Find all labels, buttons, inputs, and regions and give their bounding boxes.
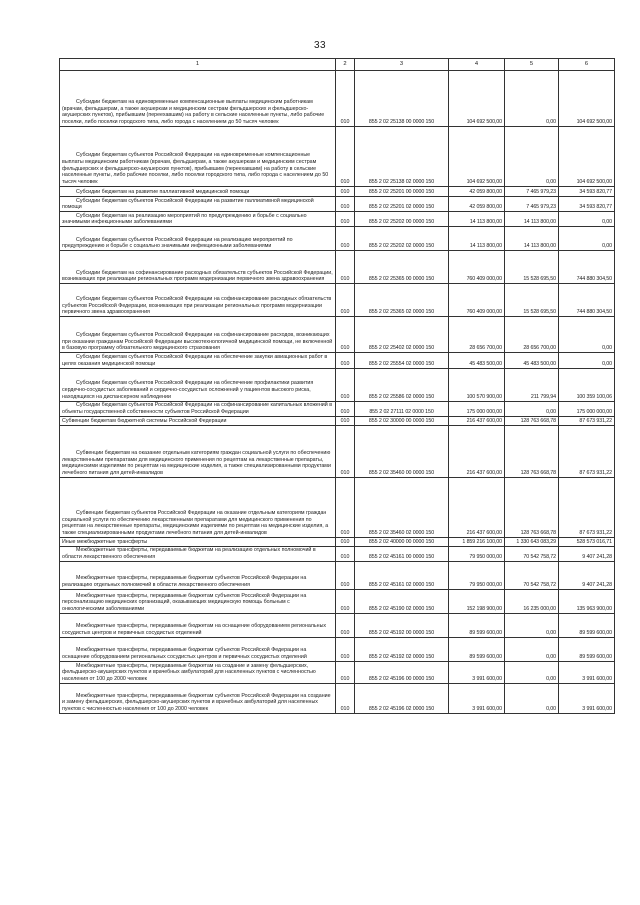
table-row <box>60 425 615 477</box>
page-number: 33 <box>313 40 327 51</box>
table-row <box>60 187 615 197</box>
executed-amount-cell: 0,00 <box>505 638 559 662</box>
approved-amount-cell: 89 599 600,00 <box>449 638 505 662</box>
budget-classification-code-cell: 855 2 02 25554 02 0000 150 <box>355 353 449 368</box>
budget-classification-code-cell: 855 2 02 45161 00 0000 150 <box>355 546 449 561</box>
row-code-cell: 010 <box>336 353 355 368</box>
unexecuted-amount-cell: 104 692 500,00 <box>559 127 615 187</box>
executed-amount-cell: 70 542 758,72 <box>505 562 559 590</box>
table-row <box>60 251 615 284</box>
table-row <box>60 590 615 614</box>
budget-classification-code-cell: 855 2 02 25202 00 0000 150 <box>355 212 449 227</box>
row-code-cell: 010 <box>336 251 355 284</box>
row-name-cell: Субсидии бюджетам субъектов Российской Федерации на софинансирование расходов, возникающих при оказании гражданам Российской Федерации высокотехнологичной медицинской помощи, не включенной в базовую программу обязательного медицинского страхования <box>60 317 336 353</box>
row-name-cell: Субвенции бюджетам субъектов Российской Федерации на оказание отдельным категориям граждан социальной услуги по обеспечению лекарственными препаратами для медицинского применения по рецептам на лекарственные препараты, медицинскими изделиями по рецептам на медицинские изделия, а также специализированными продуктами лечебного питания для детей-инвалидов <box>60 477 336 537</box>
budget-classification-code-cell: 855 2 02 45192 02 0000 150 <box>355 638 449 662</box>
executed-amount-cell: 15 528 695,50 <box>505 251 559 284</box>
budget-classification-code-cell: 855 2 02 45192 00 0000 150 <box>355 614 449 638</box>
unexecuted-amount-cell: 175 000 000,00 <box>559 401 615 416</box>
budget-classification-code-cell: 855 2 02 45190 02 0000 150 <box>355 590 449 614</box>
approved-amount-cell: 42 059 800,00 <box>449 197 505 212</box>
approved-amount-cell: 175 000 000,00 <box>449 401 505 416</box>
budget-classification-code-cell: 855 2 02 45196 00 0000 150 <box>355 662 449 684</box>
table-row <box>60 401 615 416</box>
executed-amount-cell: 0,00 <box>505 683 559 713</box>
unexecuted-amount-cell: 9 407 241,28 <box>559 546 615 561</box>
row-code-cell: 010 <box>336 562 355 590</box>
budget-classification-code-cell: 855 2 02 25202 02 0000 150 <box>355 227 449 251</box>
approved-amount-cell: 28 656 700,00 <box>449 317 505 353</box>
executed-amount-cell: 14 113 800,00 <box>505 227 559 251</box>
table-row <box>60 614 615 638</box>
unexecuted-amount-cell: 3 991 600,00 <box>559 683 615 713</box>
row-code-cell: 010 <box>336 127 355 187</box>
executed-amount-cell: 7 465 979,23 <box>505 197 559 212</box>
approved-amount-cell: 89 599 600,00 <box>449 614 505 638</box>
row-name-cell: Субсидии бюджетам субъектов Российской Федерации на реализацию мероприятий по предупреждению и борьбе с социально значимыми инфекционными заболеваниями <box>60 227 336 251</box>
row-code-cell: 010 <box>336 683 355 713</box>
row-code-cell: 010 <box>336 416 355 425</box>
executed-amount-cell: 0,00 <box>505 662 559 684</box>
row-code-cell: 010 <box>336 537 355 546</box>
row-code-cell: 010 <box>336 284 355 317</box>
row-name-cell: Субсидии бюджетам на софинансирование расходных обязательств субъектов Российской Федерации, возникающих при реализации региональных программ модернизации первичного звена здравоохранения <box>60 251 336 284</box>
unexecuted-amount-cell: 87 673 931,22 <box>559 477 615 537</box>
row-name-cell: Субсидии бюджетам субъектов Российской Федерации на развитие паллиативной медицинской помощи <box>60 197 336 212</box>
table-row <box>60 284 615 317</box>
unexecuted-amount-cell: 34 593 820,77 <box>559 187 615 197</box>
table-row <box>60 353 615 368</box>
row-code-cell: 010 <box>336 638 355 662</box>
table-row <box>60 416 615 425</box>
row-code-cell: 010 <box>336 662 355 684</box>
unexecuted-amount-cell: 0,00 <box>559 353 615 368</box>
budget-classification-code-cell: 855 2 02 27111 02 0000 150 <box>355 401 449 416</box>
column-number-header-row <box>60 59 615 71</box>
table-row <box>60 71 615 127</box>
executed-amount-cell: 128 763 668,78 <box>505 416 559 425</box>
table-row <box>60 197 615 212</box>
row-name-cell: Межбюджетные трансферты, передаваемые бюджетам на оснащение оборудованием региональных сосудистых центров и первичных сосудистых отделений <box>60 614 336 638</box>
row-name-cell: Субсидии бюджетам субъектов Российской Федерации на обеспечение профилактики развития сердечно-сосудистых заболеваний и сердечно-сосудистых осложнений у пациентов высокого риска, находящихся на диспансерном наблюдении <box>60 368 336 401</box>
executed-amount-cell: 211 799,94 <box>505 368 559 401</box>
unexecuted-amount-cell: 87 673 931,22 <box>559 416 615 425</box>
executed-amount-cell: 70 542 758,72 <box>505 546 559 561</box>
budget-classification-code-cell: 855 2 02 30000 00 0000 150 <box>355 416 449 425</box>
executed-amount-cell: 16 235 000,00 <box>505 590 559 614</box>
executed-amount-cell: 14 113 800,00 <box>505 212 559 227</box>
unexecuted-amount-cell: 0,00 <box>559 227 615 251</box>
approved-amount-cell: 100 570 900,00 <box>449 368 505 401</box>
row-name-cell: Субсидии бюджетам субъектов Российской Федерации на обеспечение закупки авиационных работ в целях оказания медицинской помощи <box>60 353 336 368</box>
approved-amount-cell: 760 409 000,00 <box>449 251 505 284</box>
table-row <box>60 368 615 401</box>
unexecuted-amount-cell: 0,00 <box>559 212 615 227</box>
row-name-cell: Субсидии бюджетам на единовременные компенсационные выплаты медицинским работникам (врачам, фельдшерам, а также акушеркам и медицинским сестрам фельдшерских и фельдшерско-акушерских пунктов), прибывшим (переехавшим) на работу в сельские населенные пункты, либо рабочие поселки, либо поселки городского типа, либо города с населением до 50 тысяч человек <box>60 71 336 127</box>
approved-amount-cell: 79 950 000,00 <box>449 562 505 590</box>
approved-amount-cell: 216 437 600,00 <box>449 425 505 477</box>
executed-amount-cell: 7 465 979,23 <box>505 187 559 197</box>
budget-classification-code-cell: 855 2 02 25402 02 0000 150 <box>355 317 449 353</box>
budget-classification-code-cell: 855 2 02 25201 02 0000 150 <box>355 197 449 212</box>
row-name-cell: Межбюджетные трансферты, передаваемые бюджетам на создание и замену фельдшерских, фельдшерско-акушерских пунктов и врачебных амбулаторий для населенных пунктов с численностью населения от 100 до 2000 человек <box>60 662 336 684</box>
row-code-cell: 010 <box>336 401 355 416</box>
table-row <box>60 317 615 353</box>
executed-amount-cell: 0,00 <box>505 401 559 416</box>
column-header: 5 <box>505 59 559 71</box>
approved-amount-cell: 104 692 500,00 <box>449 71 505 127</box>
budget-classification-code-cell: 855 2 02 25365 02 0000 150 <box>355 284 449 317</box>
column-header: 6 <box>559 59 615 71</box>
unexecuted-amount-cell: 135 963 900,00 <box>559 590 615 614</box>
unexecuted-amount-cell: 100 359 100,06 <box>559 368 615 401</box>
row-name-cell: Субсидии бюджетам на развитие паллиативной медицинской помощи <box>60 187 336 197</box>
approved-amount-cell: 1 859 216 100,00 <box>449 537 505 546</box>
table-row <box>60 477 615 537</box>
row-name-cell: Межбюджетные трансферты, передаваемые бюджетам субъектов Российской Федерации на оснащение оборудованием региональных сосудистых центров и первичных сосудистых отделений <box>60 638 336 662</box>
row-name-cell: Субсидии бюджетам субъектов Российской Федерации на софинансирование капитальных вложений в объекты государственной собственности субъектов Российской Федерации <box>60 401 336 416</box>
executed-amount-cell: 0,00 <box>505 71 559 127</box>
approved-amount-cell: 760 409 000,00 <box>449 284 505 317</box>
approved-amount-cell: 216 437 600,00 <box>449 477 505 537</box>
row-name-cell: Субсидии бюджетам субъектов Российской Федерации на единовременные компенсационные выплаты медицинским работникам (врачам, фельдшерам, а также акушеркам и медицинским сестрам фельдшерских и фельдшерско-акушерских пунктов), прибывшим (переехавшим) на работу в сельские населенные пункты, либо рабочие поселки, либо поселки городского типа, либо города с населением до 50 тысяч человек <box>60 127 336 187</box>
row-code-cell: 010 <box>336 212 355 227</box>
approved-amount-cell: 3 991 600,00 <box>449 662 505 684</box>
row-name-cell: Субсидии бюджетам на реализацию мероприятий по предупреждению и борьбе с социально значимыми инфекционными заболеваниями <box>60 212 336 227</box>
unexecuted-amount-cell: 528 573 016,71 <box>559 537 615 546</box>
approved-amount-cell: 42 059 800,00 <box>449 187 505 197</box>
budget-classification-code-cell: 855 2 02 35460 00 0000 150 <box>355 425 449 477</box>
row-code-cell: 010 <box>336 197 355 212</box>
row-code-cell: 010 <box>336 425 355 477</box>
budget-classification-code-cell: 855 2 02 45161 02 0000 150 <box>355 562 449 590</box>
approved-amount-cell: 216 437 600,00 <box>449 416 505 425</box>
column-header: 2 <box>336 59 355 71</box>
row-code-cell: 010 <box>336 477 355 537</box>
column-header: 4 <box>449 59 505 71</box>
executed-amount-cell: 28 656 700,00 <box>505 317 559 353</box>
approved-amount-cell: 14 113 800,00 <box>449 227 505 251</box>
row-code-cell: 010 <box>336 187 355 197</box>
row-name-cell: Субвенции бюджетам бюджетной системы Российской Федерации <box>60 416 336 425</box>
approved-amount-cell: 14 113 800,00 <box>449 212 505 227</box>
table-row <box>60 227 615 251</box>
unexecuted-amount-cell: 89 599 600,00 <box>559 614 615 638</box>
budget-execution-table <box>59 58 615 714</box>
budget-classification-code-cell: 855 2 02 25586 02 0000 150 <box>355 368 449 401</box>
approved-amount-cell: 3 991 600,00 <box>449 683 505 713</box>
row-code-cell: 010 <box>336 590 355 614</box>
row-code-cell: 010 <box>336 614 355 638</box>
budget-classification-code-cell: 855 2 02 25138 00 0000 150 <box>355 71 449 127</box>
approved-amount-cell: 104 692 500,00 <box>449 127 505 187</box>
budget-classification-code-cell: 855 2 02 25365 00 0000 150 <box>355 251 449 284</box>
unexecuted-amount-cell: 744 880 304,50 <box>559 251 615 284</box>
row-name-cell: Иные межбюджетные трансферты <box>60 537 336 546</box>
executed-amount-cell: 15 528 695,50 <box>505 284 559 317</box>
approved-amount-cell: 152 198 900,00 <box>449 590 505 614</box>
executed-amount-cell: 1 330 643 083,29 <box>505 537 559 546</box>
row-name-cell: Межбюджетные трансферты, передаваемые бюджетам субъектов Российской Федерации на реализацию отдельных полномочий в области лекарственного обеспечения <box>60 562 336 590</box>
row-name-cell: Межбюджетные трансферты, передаваемые бюджетам на реализацию отдельных полномочий в области лекарственного обеспечения <box>60 546 336 561</box>
column-header: 1 <box>60 59 336 71</box>
table-row <box>60 546 615 561</box>
table-row <box>60 683 615 713</box>
executed-amount-cell: 128 763 668,78 <box>505 425 559 477</box>
unexecuted-amount-cell: 89 599 600,00 <box>559 638 615 662</box>
row-code-cell: 010 <box>336 546 355 561</box>
table-row <box>60 537 615 546</box>
unexecuted-amount-cell: 744 880 304,50 <box>559 284 615 317</box>
budget-classification-code-cell: 855 2 02 25201 00 0000 150 <box>355 187 449 197</box>
table-row <box>60 638 615 662</box>
unexecuted-amount-cell: 104 692 500,00 <box>559 71 615 127</box>
unexecuted-amount-cell: 34 593 820,77 <box>559 197 615 212</box>
approved-amount-cell: 45 483 500,00 <box>449 353 505 368</box>
row-code-cell: 010 <box>336 317 355 353</box>
approved-amount-cell: 79 950 000,00 <box>449 546 505 561</box>
budget-classification-code-cell: 855 2 02 40000 00 0000 150 <box>355 537 449 546</box>
budget-classification-code-cell: 855 2 02 35460 02 0000 150 <box>355 477 449 537</box>
budget-classification-code-cell: 855 2 02 25138 02 0000 150 <box>355 127 449 187</box>
row-name-cell: Межбюджетные трансферты, передаваемые бюджетам субъектов Российской Федерации на персонализацию медицинских организаций, оказывающих медицинскую помощь больным с онкологическими заболеваниями <box>60 590 336 614</box>
budget-classification-code-cell: 855 2 02 45196 02 0000 150 <box>355 683 449 713</box>
table-row <box>60 562 615 590</box>
row-name-cell: Субвенции бюджетам на оказание отдельным категориям граждан социальной услуги по обеспечению лекарственными препаратами для медицинского применения по рецептам на лекарственные препараты, медицинскими изделиями по рецептам на медицинские изделия, а также специализированными продуктами лечебного питания для детей-инвалидов <box>60 425 336 477</box>
executed-amount-cell: 0,00 <box>505 614 559 638</box>
row-code-cell: 010 <box>336 71 355 127</box>
row-code-cell: 010 <box>336 368 355 401</box>
row-name-cell: Субсидии бюджетам субъектов Российской Федерации на софинансирование расходных обязательств субъектов Российской Федерации, возникающих при реализации региональных программ модернизации первичного звена здравоохранения <box>60 284 336 317</box>
unexecuted-amount-cell: 87 673 931,22 <box>559 425 615 477</box>
table-row <box>60 212 615 227</box>
table-row <box>60 127 615 187</box>
table-row <box>60 662 615 684</box>
executed-amount-cell: 128 763 668,78 <box>505 477 559 537</box>
executed-amount-cell: 45 483 500,00 <box>505 353 559 368</box>
unexecuted-amount-cell: 3 991 600,00 <box>559 662 615 684</box>
unexecuted-amount-cell: 0,00 <box>559 317 615 353</box>
column-header: 3 <box>355 59 449 71</box>
row-name-cell: Межбюджетные трансферты, передаваемые бюджетам субъектов Российской Федерации на создание и замену фельдшерских, фельдшерско-акушерских пунктов и врачебных амбулаторий для населенных пунктов с численностью населения от 100 до 2000 человек <box>60 683 336 713</box>
row-code-cell: 010 <box>336 227 355 251</box>
unexecuted-amount-cell: 9 407 241,28 <box>559 562 615 590</box>
executed-amount-cell: 0,00 <box>505 127 559 187</box>
